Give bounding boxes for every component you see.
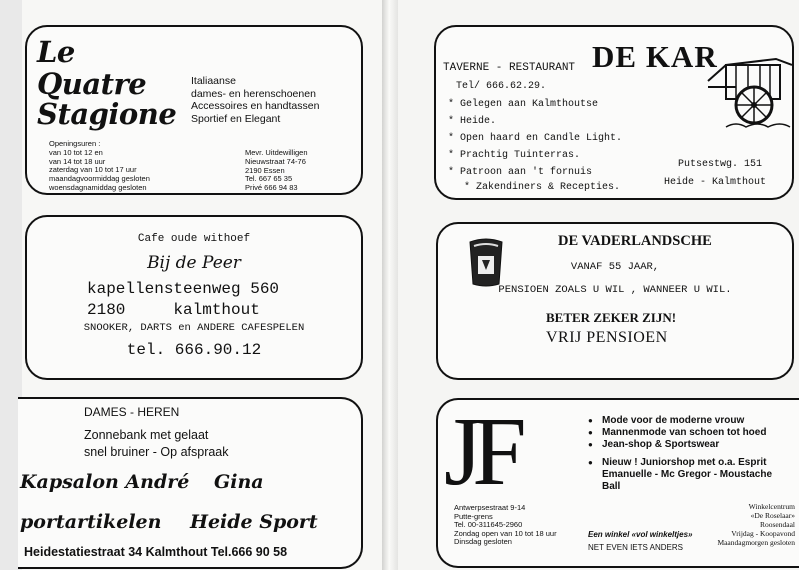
quatre-hours-line: zaterdag van 10 tot 17 uur — [49, 165, 137, 175]
jf-centrum — [713, 502, 795, 547]
dekar-feature-last: * Zakendiners & Recepties. — [464, 182, 621, 193]
ad-quatre-stagione — [25, 25, 363, 195]
jf-feature: ● Jean-shop & Sportswear — [588, 439, 772, 451]
jf-addr-line: Antwerpsestraat 9-14 — [454, 503, 526, 512]
jf-feature: ● Nieuw ! Juniorshop met o.a. Esprit — [588, 457, 772, 469]
dekar-header: TAVERNE - RESTAURANT — [443, 62, 576, 74]
quatre-addr-line: Privé 666 94 83 — [245, 183, 298, 193]
jf-slogan: Een winkel «vol winkeltjes» — [588, 530, 693, 539]
cart-icon — [706, 47, 794, 131]
dekar-city: Heide - Kalmthout — [664, 177, 767, 188]
quatre-desc-line: Sportief en Elegant — [191, 112, 281, 125]
kapsalon-sportartikelen: portartikelen — [20, 511, 162, 533]
dekar-feature: * Prachtig Tuinterras. — [448, 147, 622, 164]
jf-address — [454, 504, 557, 547]
dekar-feature: * Gelegen aan Kalmthoutse — [448, 96, 622, 113]
jf-centrum-line: «De Roselaar» — [750, 511, 795, 520]
vader-line: PENSIOEN ZOALS U WIL , WANNEER U WIL. — [498, 284, 732, 296]
dekar-feature: * Open haard en Candle Light. — [448, 130, 622, 147]
ad-de-kar — [434, 25, 794, 200]
jf-addr-line: Dinsdag gesloten — [454, 537, 512, 546]
quatre-logo-line1: Le — [37, 35, 75, 69]
quatre-hours-line: van 10 tot 12 en — [49, 147, 103, 157]
quatre-desc-line: Accessoires en handtassen — [191, 100, 320, 112]
jf-feature: ● Mode voor de moderne vrouw — [588, 415, 772, 427]
quatre-addr-line: 2190 Essen — [245, 165, 285, 175]
quatre-desc-line: Italiaanse — [191, 75, 236, 87]
ad-kapsalon-andre — [18, 397, 363, 569]
jf-centrum-line: Roosendaal — [760, 520, 795, 529]
kapsalon-line: snel bruiner - Op afspraak — [84, 445, 229, 459]
dekar-feature: * Patroon aan 't fornuis — [448, 164, 622, 181]
kapsalon-address: Heidestatiestraat 34 Kalmthout Tel.666 90 58 — [24, 545, 288, 559]
vader-line: VANAF 55 JAAR, — [570, 261, 660, 273]
dekar-street: Putsestwg. 151 — [678, 159, 763, 170]
quatre-addr-line: Mevr. Uitdewilligen — [245, 148, 308, 157]
jf-addr-line: Tel. 00-311645-2960 — [454, 520, 523, 529]
quatre-logo-line3: Stagione — [37, 97, 177, 131]
quatre-hours-line: van 14 tot 18 uur — [49, 156, 106, 166]
jf-centrum-line: Winkelcentrum — [748, 502, 795, 511]
quatre-logo-line2: Quatre — [37, 67, 147, 101]
quatre-hours-line: Openingsuren : — [49, 139, 101, 148]
dekar-features — [448, 96, 622, 181]
page-gutter — [382, 0, 398, 570]
kapsalon-heide-sport: Heide Sport — [190, 511, 318, 533]
dekar-name: DE KAR — [592, 39, 718, 74]
quatre-addr-line: Nieuwstraat 74-76 — [245, 156, 306, 166]
kapsalon-header: DAMES - HEREN — [84, 405, 180, 419]
quatre-desc-line: dames- en herenschoenen — [191, 87, 316, 100]
kapsalon-name: Kapsalon André — [20, 471, 190, 493]
jf-features — [588, 415, 772, 493]
vader-product: VRIJ PENSIOEN — [546, 329, 668, 346]
kapsalon-line: Zonnebank met gelaat — [84, 428, 209, 442]
quatre-addr-line: Tel. 667 65 35 — [245, 174, 293, 184]
quatre-address — [245, 149, 308, 193]
peer-city: 2180 kalmthout — [87, 301, 260, 319]
quatre-description — [191, 75, 319, 125]
peer-street: kapellensteenweg 560 — [87, 280, 280, 298]
peer-phone: tel. 666.90.12 — [126, 341, 262, 359]
peer-games: SNOOKER, DARTS en ANDERE CAFESPELEN — [83, 322, 305, 334]
peer-subtitle: Cafe oude withoef — [137, 233, 251, 245]
jf-centrum-line: Vrijdag - Koopavond — [731, 529, 795, 538]
jf-addr-line: Putte-grens — [454, 511, 493, 521]
dekar-phone: Tel/ 666.62.29. — [456, 81, 547, 92]
quatre-hours-line: woensdagnamiddag gesloten — [49, 182, 147, 192]
ad-de-vaderlandsche — [436, 222, 794, 380]
quatre-hours-line: maandagvoormiddag gesloten — [49, 174, 150, 184]
ad-jf — [436, 398, 799, 568]
peer-name: Bij de Peer — [147, 253, 241, 273]
jf-logo: JF — [444, 398, 517, 506]
jf-feature: Emanuelle - Mc Gregor - Moustache — [602, 469, 773, 480]
jf-feature: Ball — [602, 481, 621, 492]
vader-title: DE VADERLANDSCHE — [558, 233, 712, 249]
vader-slogan: BETER ZEKER ZIJN! — [546, 310, 677, 325]
kapsalon-gina: Gina — [214, 471, 264, 493]
quatre-opening-hours — [49, 140, 150, 193]
ad-bij-de-peer — [25, 215, 363, 380]
jf-feature: ● Mannenmode van schoen tot hoed — [588, 427, 772, 439]
jf-tagline: NET EVEN IETS ANDERS — [588, 543, 683, 552]
jf-addr-line: Zondag open van 10 tot 18 uur — [454, 528, 557, 538]
jf-centrum-line: Maandagmorgen gesloten — [717, 538, 795, 547]
dekar-feature: * Heide. — [448, 113, 622, 130]
